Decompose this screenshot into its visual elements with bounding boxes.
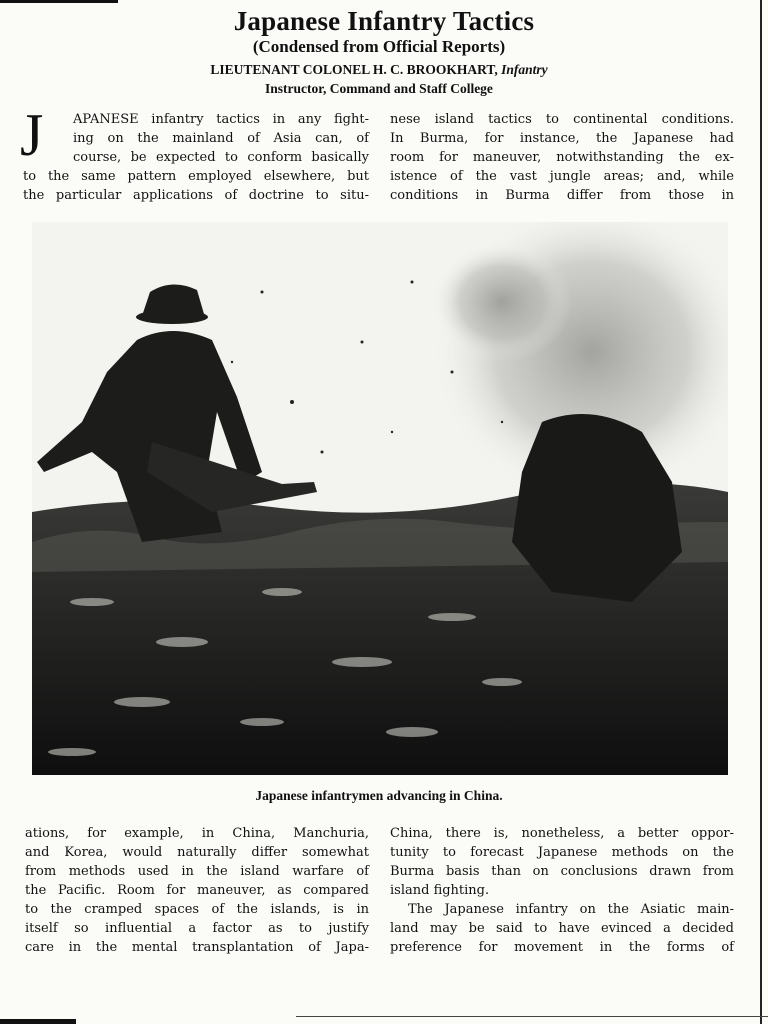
text-line: conditions in Burma differ from those in [390,188,734,203]
text-line: Burma basis than on conclusions drawn from [390,864,734,879]
text-line: and Korea, would naturally differ somewhat [25,845,369,860]
text-line: ing on the mainland of Asia can, of [73,131,369,146]
photo-illustration [32,222,728,775]
text-line: course, be expected to conform basically [73,150,369,165]
text-line: APANESE infantry tactics in any fight- [73,112,369,127]
text-line: room for maneuver, notwithstanding the ex- [390,150,734,165]
text-line: nese island tactics to continental conditions. [390,112,734,127]
text-line: the particular applications of doctrine to situ- [23,188,369,203]
article-subtitle: (Condensed from Official Reports) [252,37,506,56]
drop-cap: J [20,102,44,168]
column-top-right [390,110,734,205]
column-bottom-left [25,824,369,957]
page-edge-right [760,0,762,1024]
text-line: ations, for example, in China, Manchuria, [25,826,369,841]
author-byline [0,62,758,78]
text-line: istence of the vast jungle areas; and, while [390,169,734,184]
column-top-left [23,110,369,205]
text-line: itself so influential a factor as to justify [25,921,369,936]
scan-edge-rule-bottom [296,1016,768,1017]
text-line: from methods used in the island warfare of [25,864,369,879]
scan-edge-mark-top [0,0,118,3]
infantry-photograph [32,222,728,775]
text-line: island fighting. [390,883,490,898]
author-branch: Infantry [501,62,548,77]
text-line: the Pacific. Room for maneuver, as compared [25,883,369,898]
text-line: care in the mental transplantation of Japa- [25,940,369,955]
column-bottom-right [390,824,734,957]
text-line: to the same pattern employed elsewhere, but [23,169,369,184]
text-line: preference for movement in the forms of [390,940,734,955]
text-line: China, there is, nonetheless, a better oppor- [390,826,734,841]
author-affiliation: Instructor, Command and Staff College [265,81,493,96]
text-line: land may be said to have evinced a decided [390,921,734,936]
photo-caption: Japanese infantrymen advancing in China. [255,788,503,803]
text-line: tunity to forecast Japanese methods on the [390,845,734,860]
article-title: Japanese Infantry Tactics [233,6,535,36]
text-line: to the cramped spaces of the islands, is in [25,902,369,917]
author-name: LIEUTENANT COLONEL H. C. BROOKHART, [210,62,498,77]
text-line: In Burma, for instance, the Japanese had [390,131,734,146]
text-line: The Japanese infantry on the Asiatic main- [408,902,734,917]
scan-edge-mark-bottom [0,1019,76,1024]
